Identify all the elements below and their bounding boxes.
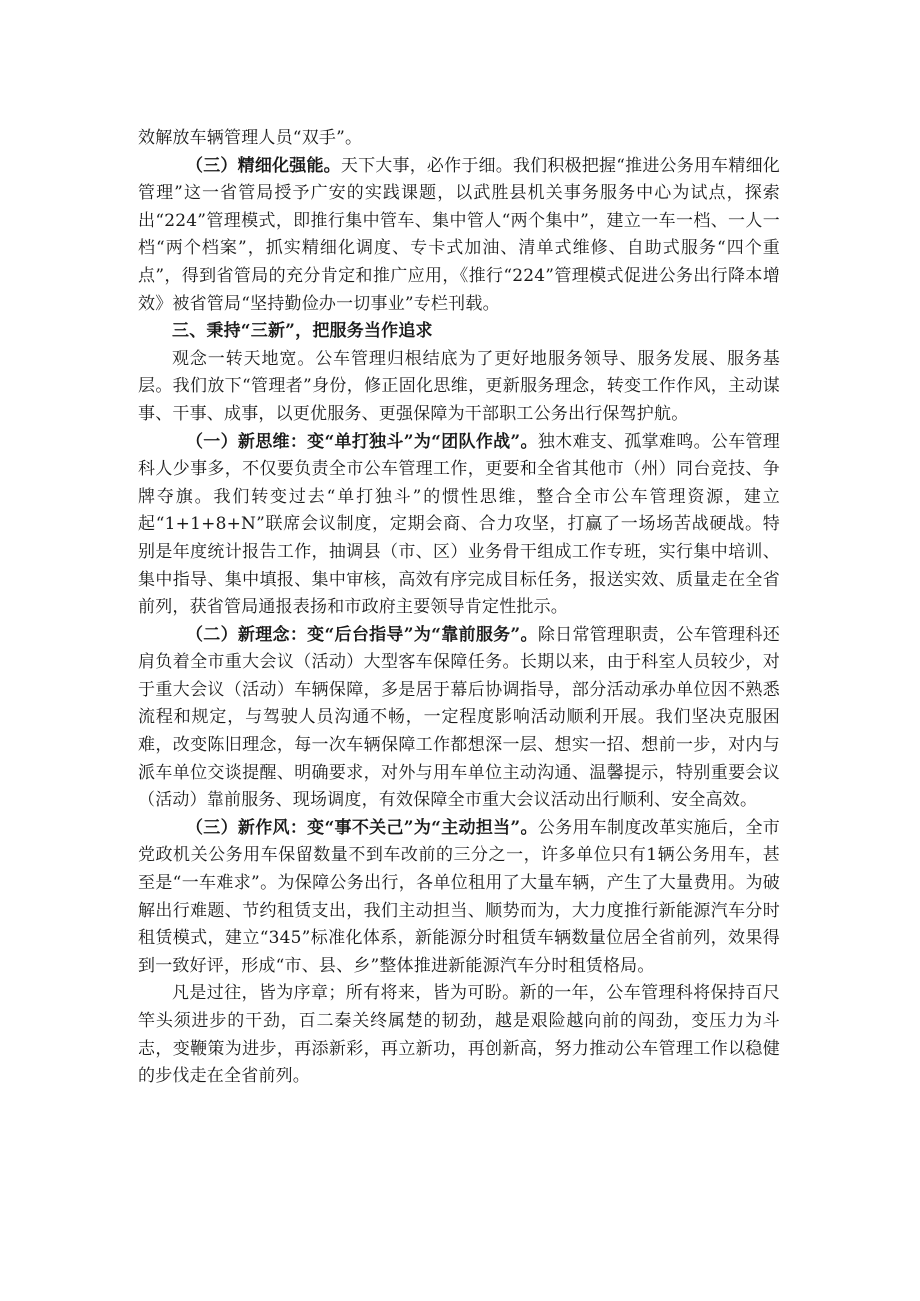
paragraph-text: 效解放车辆管理人员“双手”。 [138, 128, 363, 148]
paragraph-refinement [138, 153, 780, 319]
paragraph-lead: （三）精细化强能。 [186, 155, 341, 176]
paragraph-new-thinking [138, 429, 780, 622]
paragraph-intro [138, 346, 780, 429]
section-heading-three [138, 318, 780, 346]
paragraph-lead: （一）新思维：变“单打独斗”为“团队作战”。 [186, 431, 538, 452]
paragraph-continuation [138, 125, 780, 153]
paragraph-conclusion [138, 980, 780, 1090]
paragraph-new-style [138, 815, 780, 981]
paragraph-new-concept [138, 622, 780, 815]
paragraph-lead: （二）新理念：变“后台指导”为“靠前服务”。 [186, 624, 538, 645]
paragraph-text: 观念一转天地宽。公车管理归根结底为了更好地服务领导、服务发展、服务基层。我们放下“管理者”身份，修正固化思维，更新服务理念，转变工作作风，主动谋事、干事、成事，以更优服务、更强保障为干部职工公务出行保驾护航。 [138, 348, 780, 424]
paragraph-lead: （三）新作风：变“事不关己”为“主动担当”。 [186, 817, 538, 838]
paragraph-text: 天下大事，必作于细。我们积极把握“推进公务用车精细化管理”这一省管局授予广安的实践课题，以武胜县机关事务服务中心为试点，探索出“224”管理模式，即推行集中管车、集中管人“两个集中”，建立一车一档、一人一档“两个档案”，抓实精细化调度、专卡式加油、清单式维修、自助式服务“四个重点”，得到省管局的充分肯定和推广应用，《推行“224”管理模式促进公务出行降本增效》被省管局“坚持勤俭办一切事业”专栏刊载。 [138, 155, 780, 314]
paragraph-text: 公务用车制度改革实施后，全市党政机关公务用车保留数量不到车改前的三分之一，许多单位只有1辆公务用车，甚至是“一车难求”。为保障公务出行，各单位租用了大量车辆，产生了大量费用。为破解出行难题、节约租赁支出，我们主动担当、顺势而为，大力度推行新能源汽车分时租赁模式，建立“345”标准化体系，新能源分时租赁车辆数量位居全省前列，效果得到一致好评，形成“市、县、乡”整体推进新能源汽车分时租赁格局。 [138, 817, 780, 976]
section-heading-text: 三、秉持“三新”，把服务当作追求 [172, 321, 433, 342]
paragraph-text: 独木难支、孤掌难鸣。公车管理科人少事多，不仅要负责全市公车管理工作，更要和全省其他市（州）同台竞技、争牌夺旗。我们转变过去“单打独斗”的惯性思维，整合全市公车管理资源，建立起“1+1+8+N”联席会议制度，定期会商、合力攻坚，打赢了一场场苦战硬战。特别是年度统计报告工作，抽调县（市、区）业务骨干组成工作专班，实行集中培训、集中指导、集中填报、集中审核，高效有序完成目标任务，报送实效、质量走在全省前列，获省管局通报表扬和市政府主要领导肯定性批示。 [138, 431, 780, 618]
document-page [138, 125, 780, 1091]
paragraph-text: 凡是过往，皆为序章；所有将来，皆为可盼。新的一年，公车管理科将保持百尺竿头须进步的干劲，百二秦关终属楚的韧劲，越是艰险越向前的闯劲，变压力为斗志，变鞭策为进步，再添新彩，再立新功，再创新高，努力推动公车管理工作以稳健的步伐走在全省前列。 [138, 983, 780, 1087]
paragraph-text: 除日常管理职责，公车管理科还肩负着全市重大会议（活动）大型客车保障任务。长期以来，由于科室人员较少，对于重大会议（活动）车辆保障，多是居于幕后协调指导，部分活动承办单位因不熟悉流程和规定，与驾驶人员沟通不畅，一定程度影响活动顺利开展。我们坚决克服困难，改变陈旧理念，每一次车辆保障工作都想深一层、想实一招、想前一步，对内与派车单位交谈提醒、明确要求，对外与用车单位主动沟通、温馨提示，特别重要会议（活动）靠前服务、现场调度，有效保障全市重大会议活动出行顺利、安全高效。 [138, 624, 780, 811]
